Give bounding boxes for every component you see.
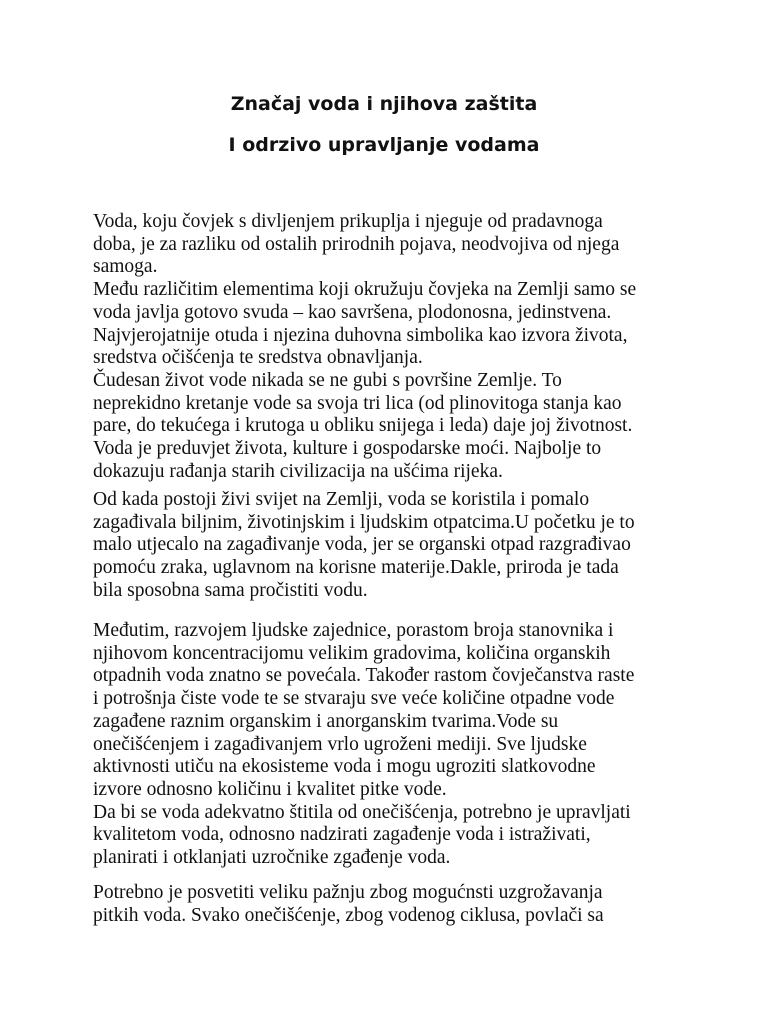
- text-line: dokazuju rađanja starih civilizacija na ušćima rijeka.: [93, 460, 503, 482]
- text-line: voda javlja gotovo svuda – kao savršena, plodonosna, jedinstvena.: [93, 301, 612, 323]
- text-line: pitkih voda. Svako onečišćenje, zbog vodenog ciklusa, povlači sa: [93, 904, 604, 926]
- paragraph-2: [93, 489, 713, 603]
- paragraph-1: [93, 211, 713, 483]
- text-line: bila sposobna sama pročistiti vodu.: [93, 579, 368, 601]
- document-subtitle: I odrzivo upravljanje vodama: [228, 134, 540, 156]
- text-line: neprekidno kretanje vode sa svoja tri lica (od plinovitoga stanja kao: [93, 392, 622, 414]
- text-line: aktivnosti utiču na ekosisteme voda i mogu ugroziti slatkovodne: [93, 756, 596, 778]
- text-line: Potrebno je posvetiti veliku pažnju zbog mogućnsti uzgrožavanja: [93, 882, 603, 903]
- text-line: Voda, koju čovjek s divljenjem prikuplja i njeguje od pradavnoga: [93, 211, 603, 232]
- text-line: izvore odnosno količinu i kvalitet pitke vode.: [93, 778, 447, 800]
- text-line: doba, je za razliku od ostalih prirodnih pojava, neodvojiva od njega: [93, 233, 620, 255]
- text-line: pomoću zraka, uglavnom na korisne materije.Dakle, priroda je tada: [93, 557, 619, 579]
- paragraph-3: [93, 620, 713, 870]
- document-title: Značaj voda i njihova zaštita: [230, 93, 538, 115]
- text-line: malo utjecalo na zagađivanje voda, jer se organski otpad razgrađivao: [93, 534, 631, 556]
- paragraph-4: [93, 882, 713, 927]
- text-line: Od kada postoji živi svijet na Zemlji, voda se koristila i pomalo: [93, 489, 590, 510]
- text-line: Međutim, razvojem ljudske zajednice, porastom broja stanovnika i: [93, 620, 614, 641]
- text-line: planirati i otklanjati uzročnike zgađenje voda.: [93, 847, 451, 869]
- text-line: Najvjerojatnije otuda i njezina duhovna simbolika kao izvora života,: [93, 324, 628, 346]
- text-line: njihovom koncentracijomu velikim gradovima, količina organskih: [93, 642, 611, 664]
- text-line: Voda je preduvjet života, kulture i gospodarske moći. Najbolje to: [93, 438, 602, 460]
- text-line: onečišćenjem i zagađivanjem vrlo ugroženi mediji. Sve ljudske: [93, 733, 587, 755]
- text-line: Da bi se voda adekvatno štitila od onečišćenja, potrebno je upravljati: [93, 801, 631, 823]
- text-line: zagađene raznim organskim i anorganskim tvarima.Vode su: [93, 710, 559, 732]
- text-line: otpadnih voda znatno se povećala. Također rastom čovječanstva raste: [93, 665, 635, 687]
- text-line: sredstva očišćenja te sredstva obnavljanja.: [93, 347, 423, 369]
- text-line: zagađivala biljnim, životinjskim i ljudskim otpatcima.U početku je to: [93, 511, 635, 533]
- text-line: Među različitim elementima koji okružuju čovjeka na Zemlji samo se: [93, 279, 637, 301]
- text-line: samoga.: [93, 256, 158, 278]
- text-line: kvalitetom voda, odnosno nadzirati zagađenje voda i istraživati,: [93, 824, 591, 846]
- text-line: Čudesan život vode nikada se ne gubi s površine Zemlje. To: [93, 369, 562, 391]
- text-line: i potrošnja čiste vode te se stvaraju sve veće količine otpadne vode: [93, 688, 615, 710]
- text-line: pare, do tekućega i krutoga u obliku snijega i leda) daje joj životnost.: [93, 415, 633, 437]
